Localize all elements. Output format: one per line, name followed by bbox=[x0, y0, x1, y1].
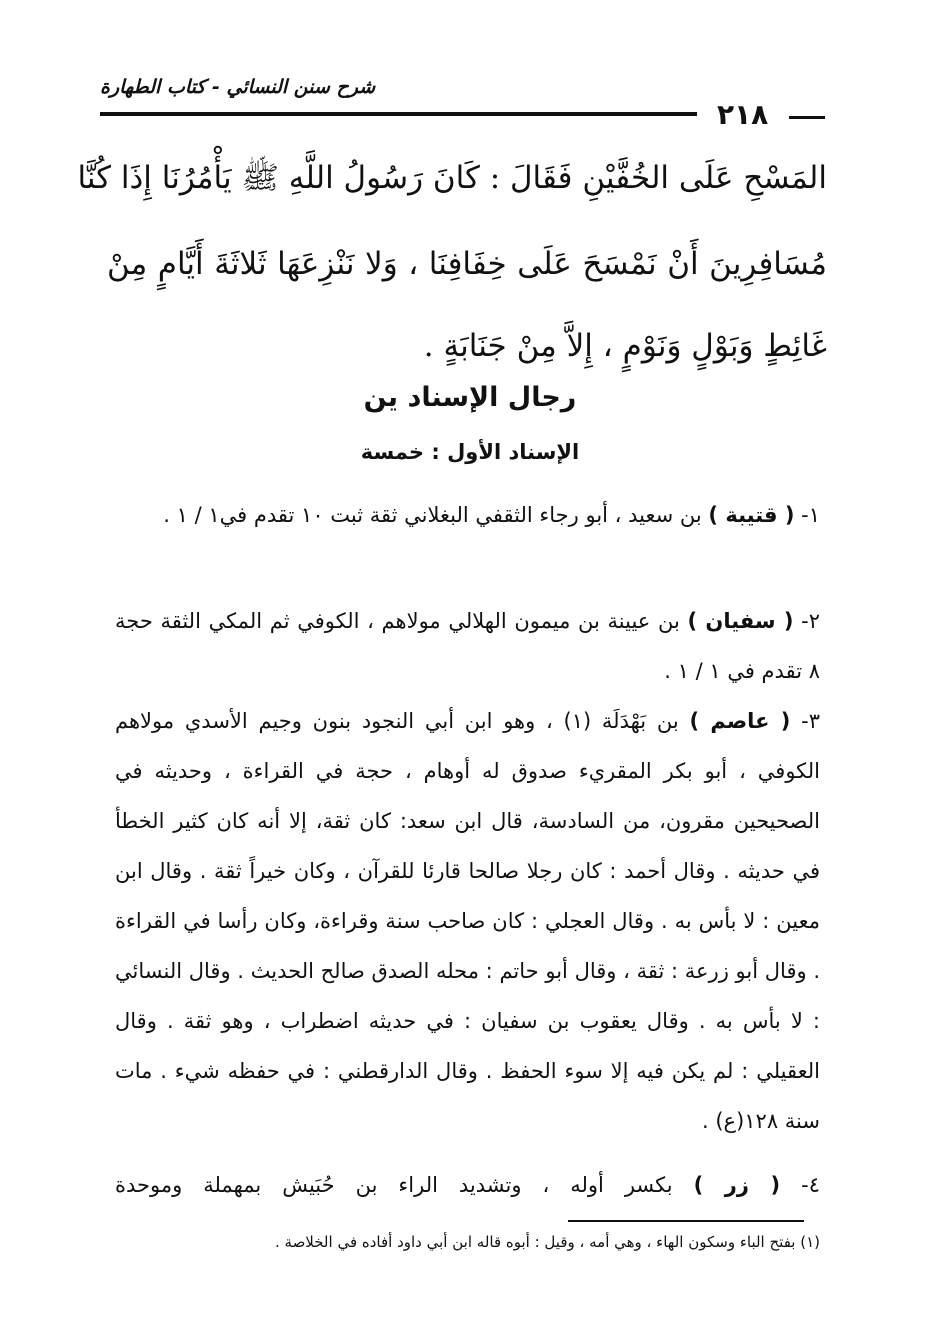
narrator-text: بن عيينة بن ميمون الهلالي مولاهم ، الكوفي ثم المكي الثقة حجة ٨ تقدم في ١ / ١ . bbox=[115, 609, 820, 683]
narrator-entry bbox=[115, 596, 820, 696]
footnote-rule bbox=[568, 1220, 804, 1222]
narrator-number: ١- bbox=[801, 503, 820, 527]
narrator-name: ( قتيبة ) bbox=[708, 503, 795, 527]
running-header: شرح سنن النسائي - كتاب الطهارة bbox=[100, 76, 376, 98]
narrator-entry bbox=[115, 1160, 820, 1210]
narrator-entry bbox=[115, 490, 820, 540]
subsection-title: الإسناد الأول : خمسة bbox=[360, 440, 580, 464]
narrator-name: ( عاصم ) bbox=[689, 709, 791, 733]
section-title: رجال الإسناد ين bbox=[363, 382, 577, 413]
header-rule bbox=[100, 112, 697, 116]
footnote: (١) بفتح الباء وسكون الهاء ، وهي أمه ، وقيل : أبوه قاله ابن أبي داود أفاده في الخلاصة . bbox=[274, 1233, 820, 1251]
narrator-name: ( زر ) bbox=[693, 1173, 781, 1197]
hadith-line: المَسْحِ عَلَى الخُفَّيْنِ فَقَالَ : كَانَ رَسُولُ اللَّهِ ﷺ يَأْمُرُنَا إِذَا كُنَّا bbox=[77, 160, 827, 196]
narrator-name: ( سفيان ) bbox=[687, 609, 794, 633]
page-number: ٢١٨ bbox=[717, 98, 769, 131]
hadith-line: مُسَافِرِينَ أَنْ نَمْسَحَ عَلَى خِفَافِنَا ، وَلا نَنْزِعَهَا ثَلاثَةَ أَيَّامٍ مِنْ bbox=[107, 246, 827, 282]
narrator-number: ٤- bbox=[801, 1173, 820, 1197]
narrator-number: ٣- bbox=[801, 709, 820, 733]
hadith-line: غَائِطٍ وَبَوْلٍ وَنَوْمٍ ، إِلاَّ مِنْ جَنَابَةٍ . bbox=[423, 328, 827, 364]
narrator-entry bbox=[115, 696, 820, 1146]
narrator-text: بكسر أوله ، وتشديد الراء بن حُبَيش بمهملة وموحدة bbox=[115, 1173, 673, 1197]
page-number-dash bbox=[789, 116, 825, 119]
narrator-text: بن سعيد ، أبو رجاء الثقفي البغلاني ثقة ثبت ١٠ تقدم في١ / ١ . bbox=[163, 503, 702, 527]
narrator-text: بن بَهْدَلَة (١) ، وهو ابن أبي النجود بنون وجيم الأسدي مولاهم الكوفي ، أبو بكر المقريء صدوق له أوهام ، حجة في القراءة ، وحديثه في الصحيحين مقرون، من السادسة، قال ابن سعد: كان ثقة، إلا أنه كان كثير الخطأ في حديثه . وقال أحمد : كان رجلا صالحا قارئا للقرآن ، وكان خيراً ثقة . وقال ابن معين : لا بأس به . وقال العجلي : كان صاحب سنة وقراءة، وكان رأسا في القراءة . وقال أبو زرعة : ثقة ، وقال أبو حاتم : محله الصدق صالح الحديث . وقال النسائي : لا بأس به . وقال يعقوب بن سفيان : في حديثه اضطراب ، وهو ثقة . وقال العقيلي : لم يكن فيه إلا سوء الحفظ . وقال الدارقطني : في حفظه شيء . مات سنة ١٢٨(ع) . bbox=[115, 709, 820, 1133]
narrator-number: ٢- bbox=[801, 609, 820, 633]
